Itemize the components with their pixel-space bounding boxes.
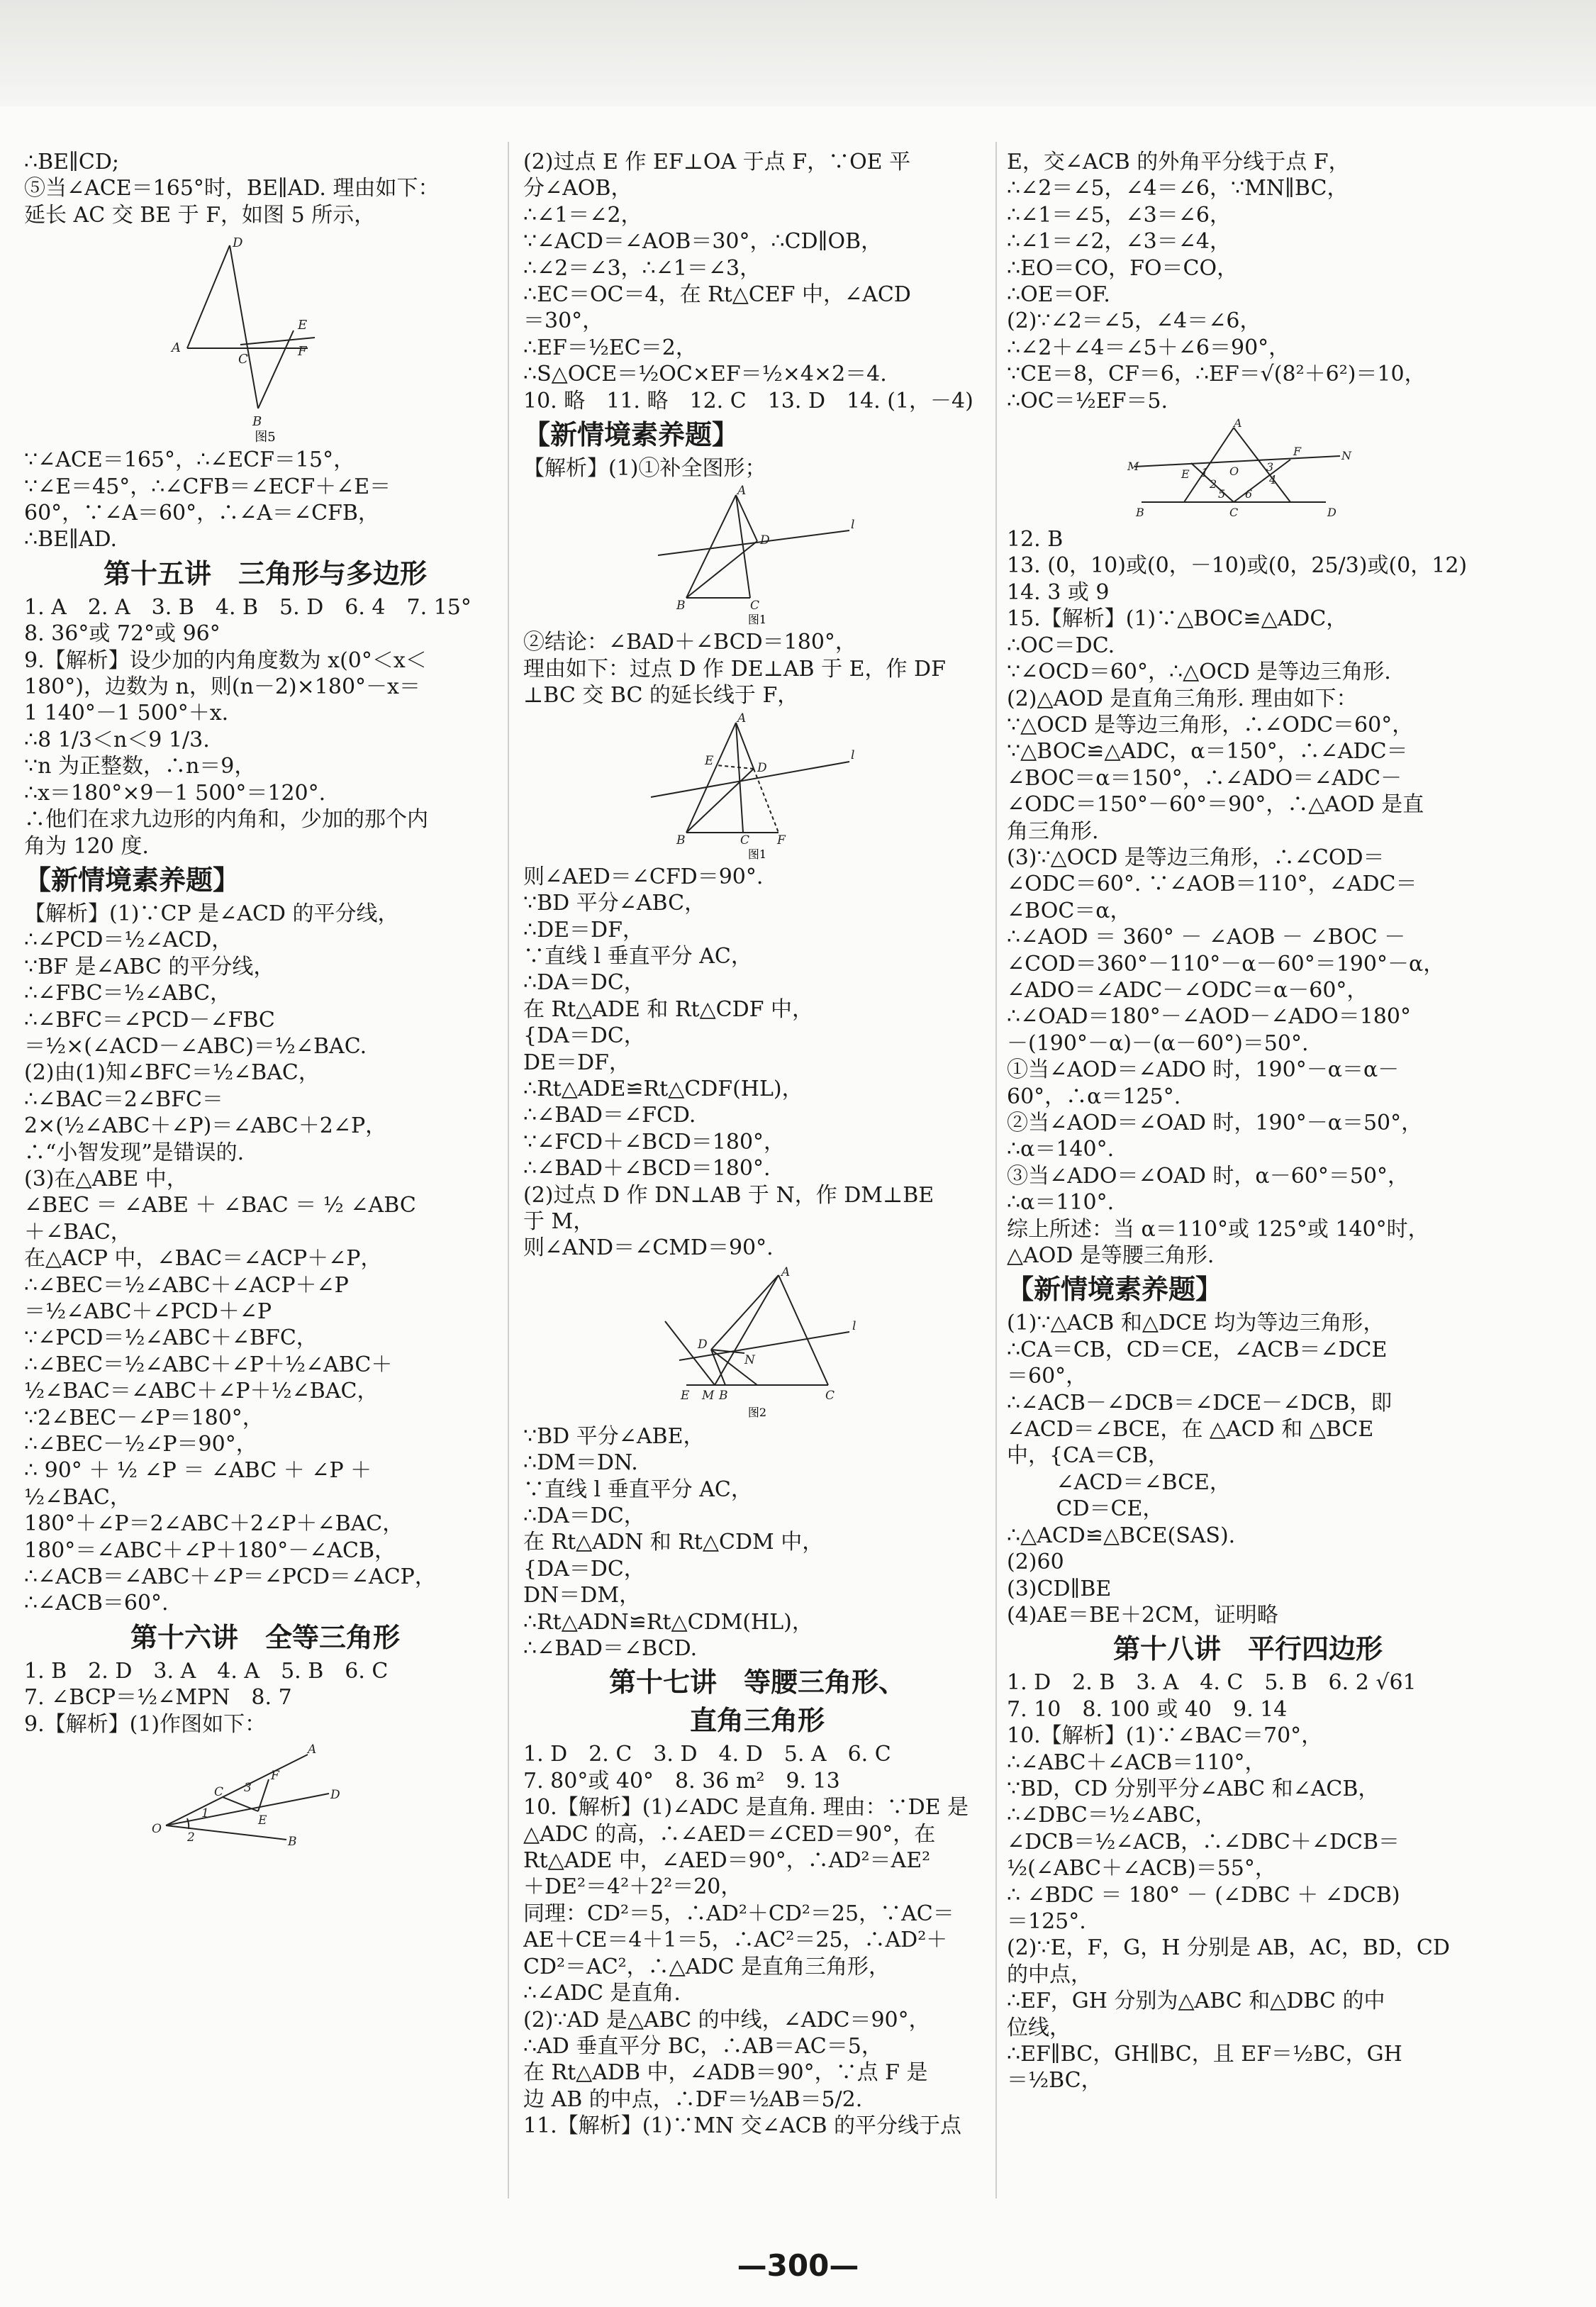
text-line: ∵∠FCD＋∠BCD＝180°， [523, 1129, 786, 1155]
text-line: ∵∠E＝45°，∴∠CFB＝∠ECF＋∠E＝ [24, 474, 391, 499]
text-line: ②结论：∠BAD＋∠BCD＝180°， [523, 630, 856, 655]
fig11-label: C [1229, 506, 1239, 520]
fig11-label: E [1181, 467, 1190, 482]
text-line: ∴∠BAD＋∠BCD＝180°. [523, 1156, 771, 1182]
text-line: ∴∠AOD ＝ 360° － ∠AOB － ∠BOC － [1007, 925, 1406, 950]
text-line: 【解析】(1)∵CP 是∠ACD 的平分线， [24, 901, 399, 926]
text-line: ∴∠BAD＝∠FCD. [523, 1103, 696, 1128]
text-line: (4)AE＝BE＋2CM，证明略 [1007, 1602, 1278, 1628]
column-2 [523, 149, 991, 2140]
text-line: ∴∠2＝∠5，∠4＝∠6，∵MN∥BC， [1007, 176, 1349, 201]
text-line: ∵△OCD 是等边三角形，∴∠ODC＝60°， [1007, 712, 1414, 738]
text-line: 1. A 2. A 3. B 4. B 5. D 6. 4 7. 15° [24, 594, 471, 620]
text-line: {DA＝DC， [523, 1023, 645, 1049]
text-line: ＋DE²＝4²＋2²＝20， [523, 1874, 742, 1900]
fig1a-label: D [760, 533, 770, 548]
text-line: ∴∠BEC－½∠P＝90°， [24, 1432, 257, 1457]
fig1b-label: C [740, 833, 750, 847]
fig1b-label: E [705, 753, 714, 768]
fig11-label: 3 [1266, 460, 1274, 474]
text-line: ∴△ACD≌△BCE(SAS). [1007, 1523, 1236, 1548]
fig11-label: M [1127, 460, 1139, 474]
fig5-label: F [298, 344, 307, 360]
fig1b-label: D [757, 760, 767, 775]
fig11-label: 4 [1269, 473, 1277, 487]
text-line: △AOD 是等腰三角形. [1007, 1243, 1215, 1269]
fig2-label: B [719, 1388, 728, 1403]
fig2-label: E [681, 1388, 690, 1403]
text-line: ∴∠ABC＋∠ACB＝110°， [1007, 1750, 1266, 1775]
fig1b-label: F [777, 833, 786, 847]
heading-new-context: 【新情境素养题】 [24, 864, 240, 896]
text-line: ∴BE∥AD. [24, 527, 118, 552]
text-line: 分∠AOB， [523, 176, 632, 201]
text-line: △ADC 的高，∴∠AED＝∠CED＝90°，在 [523, 1821, 936, 1847]
text-line: E，交∠ACB 的外角平分线于点 F， [1007, 150, 1350, 174]
text-line: ∴∠OAD＝180°－∠AOD－∠ADO＝180° [1007, 1004, 1411, 1030]
text-line: ∴EF∥BC，GH∥BC，且 EF＝½BC，GH [1007, 2042, 1402, 2067]
figure-11 [1127, 417, 1368, 523]
text-line: ∵∠OCD＝60°，∴△OCD 是等边三角形. [1007, 660, 1391, 685]
col3-block-c [1007, 1310, 1489, 1628]
text-line: (3)∵△OCD 是等边三角形，∴∠COD＝ [1007, 845, 1385, 870]
text-line: ∠ODC＝60°. ∵∠AOB＝110°，∠ADC＝ [1007, 872, 1417, 897]
fig9-label: 3 [244, 1781, 252, 1796]
text-line: ∴∠1＝∠5，∠3＝∠6， [1007, 202, 1231, 228]
text-line: ∴∠DBC＝½∠ABC， [1007, 1803, 1217, 1828]
text-line: ∴∠BFC＝∠PCD－∠FBC [24, 1007, 275, 1033]
fig11-label: B [1136, 506, 1144, 520]
text-line: 12. B [1007, 527, 1064, 552]
figure-5 [159, 231, 372, 444]
text-line: ½∠BAC＝∠ABC＋∠P＋½∠BAC， [24, 1379, 379, 1404]
col3-block-d [1007, 1669, 1489, 2094]
text-line: ①当∠AOD＝∠ADO 时，190°－α＝α－ [1007, 1057, 1400, 1083]
text-line: 11.【解析】(1)∵MN 交∠ACB 的平分线于点 [523, 2113, 962, 2139]
heading-lecture-17-sub: 直角三角形 [689, 1705, 825, 1737]
text-line: 综上所述：当 α＝110°或 125°或 140°时， [1007, 1216, 1429, 1242]
text-line: 理由如下：过点 D 作 DE⊥AB 于 E，作 DF [523, 656, 946, 682]
text-line: ∴∠2＝∠3，∴∠1＝∠3， [523, 255, 761, 281]
text-line: ∠ACD＝∠BCE，在 △ACD 和 △BCE [1007, 1417, 1374, 1442]
text-line: 在 Rt△ADE 和 Rt△CDF 中， [523, 996, 814, 1022]
text-line: (1)∵△ACB 和△DCE 均为等边三角形， [1007, 1311, 1385, 1336]
heading-lecture-18: 第十八讲 平行四边形 [1112, 1633, 1383, 1665]
fig5-label: D [233, 235, 243, 251]
heading-lecture-17: 第十七讲 等腰三角形、 [608, 1667, 905, 1699]
text-line: 中，{CA＝CB， [1007, 1443, 1169, 1469]
text-line: ∴DA＝DC， [523, 970, 645, 996]
text-line: ∴EF＝½EC＝2， [523, 335, 697, 360]
page-number: —300— [737, 2248, 859, 2283]
fig9-label: B [288, 1835, 297, 1847]
column-1 [24, 149, 506, 1850]
fig11-label: A [1234, 417, 1242, 430]
text-line: (3)在△ABE 中， [24, 1166, 188, 1191]
text-line: 1. D 2. B 3. A 4. C 5. B 6. 2 √61 [1007, 1670, 1417, 1696]
text-line: 在 Rt△ADB 中，∠ADB＝90°，∵点 F 是 [523, 2060, 928, 2086]
fig9-label: F [271, 1769, 279, 1784]
text-line: ∠ACD＝∠BCE， [1007, 1469, 1231, 1495]
text-line: ∵直线 l 垂直平分 AC， [523, 1477, 752, 1502]
text-line: 8. 36°或 72°或 96° [24, 621, 221, 647]
text-line: ∴∠2＋∠4＝∠5＋∠6＝90°， [1007, 335, 1290, 360]
text-line: ∴∠BEC＝½∠ABC＋∠P＋½∠ABC＋ [24, 1352, 393, 1377]
text-line: ∵BF 是∠ABC 的平分线， [24, 954, 275, 979]
fig11-label: N [1341, 449, 1351, 463]
text-line: DE＝DF， [523, 1050, 630, 1075]
text-line: ∴∠ADC 是直角. [523, 1981, 681, 2006]
figure-1a [644, 484, 871, 626]
heading-lecture-15: 第十五讲 三角形与多边形 [103, 557, 427, 589]
text-line: ∴8 1/3＜n＜9 1/3. [24, 727, 210, 752]
text-line: 于 M， [523, 1208, 595, 1234]
text-line: ∴ 90° ＋ ½ ∠P ＝ ∠ABC ＋ ∠P ＋ [24, 1458, 372, 1484]
text-line: ∴∠BAD＝∠BCD. [523, 1636, 698, 1662]
text-line: ∠BOC＝α， [1007, 898, 1132, 923]
text-line: ∴α＝110°. [1007, 1190, 1115, 1216]
text-line: ∠BEC ＝ ∠ABE ＋ ∠BAC ＝ ½ ∠ABC [24, 1193, 416, 1218]
fig1b-label: l [851, 747, 855, 762]
fig9-label: O [152, 1822, 162, 1837]
text-line: ∴Rt△ADE≌Rt△CDF(HL)， [523, 1076, 803, 1101]
text-line: ½∠BAC， [24, 1484, 131, 1510]
text-line: ∴∠BEC＝½∠ABC＋∠ACP＋∠P [24, 1272, 349, 1298]
text-line: 180°＝∠ABC＋∠P＋180°－∠ACB， [24, 1538, 396, 1563]
text-line: ∴Rt△ADN≌Rt△CDM(HL)， [523, 1609, 813, 1635]
heading-new-context: 【新情境素养题】 [523, 419, 740, 451]
scan-top-band [0, 0, 1596, 106]
text-line: ∴OC＝DC. [1007, 633, 1115, 658]
text-line: ∴DA＝DC， [523, 1503, 645, 1528]
col1-block-a [24, 149, 506, 228]
text-line: ∴∠ACB＝∠ABC＋∠P＝∠PCD＝∠ACP， [24, 1564, 436, 1590]
column-3 [1007, 149, 1489, 2094]
text-line: 边 AB 的中点，∴DF＝½AB＝5/2. [523, 2086, 863, 2112]
col1-block-b [24, 447, 506, 553]
fig9-label: A [308, 1742, 317, 1757]
text-line: ∴DE＝DF， [523, 917, 644, 943]
text-line: ∵∠ACE＝165°，∴∠ECF＝15°， [24, 447, 355, 473]
fig5-label: A [172, 340, 181, 356]
text-line: (2)∵∠2＝∠5，∠4＝∠6， [1007, 308, 1261, 334]
text-line: 10. 略 11. 略 12. C 13. D 14. (1，－4) [523, 388, 973, 413]
text-line: 则∠AED＝∠CFD＝90°. [523, 864, 764, 889]
text-line: 【解析】(1)①补全图形； [523, 456, 766, 482]
fig9-label: C [214, 1785, 224, 1800]
text-line: (2)∵E，F，G，H 分别是 AB，AC，BD，CD [1007, 1935, 1450, 1961]
text-line: ∵直线 l 垂直平分 AC， [523, 943, 752, 969]
text-line: ＋∠BAC， [24, 1219, 132, 1245]
text-line: 10.【解析】(1)∵∠BAC＝70°， [1007, 1723, 1323, 1749]
text-line: ②当∠AOD＝∠OAD 时，190°－α＝50°， [1007, 1111, 1423, 1135]
text-line: (2)过点 D 作 DN⊥AB 于 N，作 DM⊥BE [523, 1182, 934, 1208]
text-line: ∴∠1＝∠2，∠3＝∠4， [1007, 229, 1231, 255]
text-line: ⊥BC 交 BC 的延长线于 F， [523, 683, 799, 708]
text-line: ∴AD 垂直平分 BC，∴AB＝AC＝5， [523, 2033, 883, 2059]
text-line: ∵BD 平分∠ABE， [523, 1423, 705, 1449]
column-divider [508, 142, 509, 2198]
text-line: 7. 80°或 40° 8. 36 m² 9. 13 [523, 1768, 840, 1794]
text-line: ∴∠1＝∠2， [523, 202, 642, 228]
fig11-label: 5 [1218, 487, 1226, 501]
text-line: 延长 AC 交 BE 于 F，如图 5 所示， [24, 202, 376, 228]
text-line: ∴EC＝OC＝4，在 Rt△CEF 中，∠ACD [523, 282, 911, 308]
fig1a-label: A [737, 484, 747, 499]
text-line: (2)由(1)知∠BFC＝½∠BAC， [24, 1060, 320, 1086]
fig9-label: E [258, 1813, 267, 1828]
fig1b-label: B [676, 833, 686, 847]
fig9-label: 2 [187, 1830, 195, 1845]
col2-block-a [523, 149, 991, 414]
text-line: ∴∠FBC＝½∠ABC， [24, 981, 232, 1006]
text-line: 7. 10 8. 100 或 40 9. 14 [1007, 1696, 1288, 1722]
col2-block-d [523, 864, 991, 1262]
fig11-label: 1 [1201, 466, 1209, 480]
text-line: 角为 120 度. [24, 833, 149, 859]
fig5-label: B [252, 414, 262, 430]
text-line: ∵∠ACD＝∠AOB＝30°，∴CD∥OB， [523, 229, 883, 255]
text-line: 60°，∵∠A＝60°，∴∠A＝∠CFB， [24, 501, 379, 526]
text-line: 1. D 2. C 3. D 4. D 5. A 6. C [523, 1742, 891, 1767]
text-line: ∴他们在求九边形的内角和，少加的那个内 [24, 807, 428, 833]
text-line: 10.【解析】(1)∠ADC 是直角. 理由：∵DE 是 [523, 1795, 969, 1820]
fig1a-label: B [676, 599, 686, 613]
text-line: ＝30°， [523, 308, 604, 334]
text-line: ∠COD＝360°－110°－α－60°＝190°－α， [1007, 951, 1445, 977]
text-line: 9.【解析】(1)作图如下： [24, 1711, 267, 1737]
fig2-label: A [781, 1264, 791, 1279]
fig1a-label: C [750, 599, 760, 613]
text-line: ∴“小智发现”是错误的. [24, 1140, 245, 1165]
heading-new-context: 【新情境素养题】 [1007, 1274, 1223, 1306]
fig2-label: D [698, 1337, 708, 1352]
fig11-label: 6 [1245, 487, 1253, 501]
text-line: 60°，∴α＝125°. [1007, 1084, 1181, 1109]
fig2-label: N [744, 1352, 755, 1367]
text-line: DN＝DM， [523, 1583, 641, 1608]
fig1a-label: l [851, 518, 855, 533]
text-line: 15.【解析】(1)∵△BOC≌△ADC， [1007, 606, 1348, 632]
text-line: 13. (0，10)或(0，－10)或(0，25/3)或(0，12) [1007, 553, 1468, 579]
text-line: ∵2∠BEC－∠P＝180°， [24, 1405, 264, 1430]
text-line: (2)过点 E 作 EF⊥OA 于点 F，∵OE 平 [523, 150, 911, 174]
text-line: ＝½∠ABC＋∠PCD＋∠P [24, 1299, 272, 1324]
text-line: 1. B 2. D 3. A 4. A 5. B 6. C [24, 1658, 389, 1684]
text-line: 2×(½∠ABC＋∠P)＝∠ABC＋2∠P， [24, 1113, 387, 1139]
col2-block-e [523, 1423, 991, 1662]
fig2-label: l [852, 1318, 856, 1333]
text-line: ½(∠ABC＋∠ACB)＝55°， [1007, 1856, 1276, 1881]
text-line: ∴OC＝½EF＝5. [1007, 388, 1168, 413]
figure-2 [637, 1264, 878, 1421]
text-line: CD＝CE， [1007, 1496, 1164, 1522]
text-line: 则∠AND＝∠CMD＝90°. [523, 1235, 774, 1261]
col2-block-f [523, 1741, 991, 2139]
text-line: ∴∠ACB＝60°. [24, 1591, 169, 1616]
text-line: ∵BD，CD 分别平分∠ABC 和∠ACB， [1007, 1776, 1380, 1801]
text-line: ∵n 为正整数，∴n＝9， [24, 754, 256, 779]
text-line: ＝½×(∠ACD－∠ABC)＝½∠BAC. [24, 1033, 367, 1059]
text-line: ∴∠ACB－∠DCB＝∠DCE－∠DCB，即 [1007, 1390, 1393, 1416]
text-line: ∵∠PCD＝½∠ABC＋∠BFC， [24, 1325, 318, 1351]
fig2-caption: 图2 [747, 1405, 767, 1419]
col2-block-b [523, 455, 991, 482]
fig11-label: O [1229, 465, 1239, 479]
text-line: 7. ∠BCP＝½∠MPN 8. 7 [24, 1685, 292, 1711]
figure-1b [637, 712, 878, 861]
text-line: 在△ACP 中，∠BAC＝∠ACP＋∠P， [24, 1246, 382, 1272]
fig11-label: 2 [1210, 477, 1217, 491]
text-line: 在 Rt△ADN 和 Rt△CDM 中， [523, 1530, 824, 1555]
text-line: ⑤当∠ACE＝165°时，BE∥AD. 理由如下： [24, 176, 440, 201]
text-line: ＝½BC， [1007, 2068, 1103, 2094]
col1-block-e [24, 1658, 506, 1738]
column-divider [995, 142, 997, 2198]
text-line: ∴∠PCD＝½∠ACD， [24, 928, 233, 953]
text-line: －(190°－α)－(α－60°)＝50°. [1007, 1030, 1309, 1056]
text-line: ∠DCB＝½∠ACB，∴∠DBC＋∠DCB＝ [1007, 1829, 1400, 1855]
fig5-label: E [298, 318, 308, 333]
fig11-label: D [1327, 506, 1336, 520]
text-line: (2)60 [1007, 1550, 1064, 1575]
fig9-label: 1 [201, 1806, 209, 1821]
text-line: ∴x＝180°×9－1 500°＝120°. [24, 780, 326, 806]
fig1a-caption: 图1 [747, 613, 767, 627]
text-line: 9.【解析】设少加的内角度数为 x(0°＜x＜ [24, 647, 427, 673]
heading-lecture-16: 第十六讲 全等三角形 [130, 1621, 400, 1653]
text-line: CD²＝AC²，∴△ADC 是直角三角形， [523, 1954, 890, 1979]
fig1b-label: A [737, 711, 747, 726]
text-line: 1 140°－1 500°＋x. [24, 701, 229, 726]
text-line: (3)CD∥BE [1007, 1576, 1112, 1601]
text-line: ∵CE＝8，CF＝6，∴EF＝√(8²＋6²)＝10， [1007, 362, 1426, 387]
text-line: ∴EF，GH 分别为△ABC 和△DBC 的中 [1007, 1989, 1385, 2014]
text-line: Rt△ADE 中，∠AED＝90°，∴AD²＝AE² [523, 1848, 931, 1874]
fig2-label: C [825, 1388, 835, 1403]
text-line: ∵BD 平分∠ABC， [523, 891, 706, 916]
fig1b-caption: 图1 [747, 847, 767, 861]
text-line: ∴CA＝CB，CD＝CE，∠ACB＝∠DCE [1007, 1337, 1388, 1362]
fig11-label: F [1293, 445, 1302, 459]
text-line: 同理：CD²＝5，∴AD²＋CD²＝25，∵AC＝ [523, 1901, 954, 1926]
col1-block-d [24, 901, 506, 1617]
text-line: ∠ODC＝150°－60°＝90°，∴△AOD 是直 [1007, 792, 1424, 818]
text-line: (2)△AOD 是直角三角形. 理由如下： [1007, 686, 1358, 711]
text-line: 180°)，边数为 n，则(n－2)×180°－x＝ [24, 674, 420, 700]
text-line: ∴DM＝DN. [523, 1450, 638, 1476]
fig9-label: D [330, 1788, 340, 1803]
text-line: 的中点， [1007, 1962, 1092, 1987]
text-line: ∴∠BAC＝2∠BFC＝ [24, 1086, 223, 1112]
text-line: ∴α＝140°. [1007, 1137, 1115, 1162]
text-line: 位线， [1007, 2015, 1071, 2040]
text-line: ∵△BOC≌△ADC，α＝150°，∴∠ADC＝ [1007, 739, 1408, 765]
text-line: ∠BOC＝α＝150°，∴∠ADO＝∠ADC－ [1007, 765, 1402, 791]
text-line: AE＋CE＝4＋1＝5，∴AC²＝25，∴AD²＋ [523, 1928, 948, 1953]
text-line: ＝60°， [1007, 1364, 1088, 1389]
fig5-label: C [238, 352, 248, 367]
figure-9 [145, 1740, 386, 1847]
text-line: ∴EO＝CO，FO＝CO， [1007, 255, 1239, 281]
text-line: ∴BE∥CD; [24, 150, 120, 174]
text-line: 14. 3 或 9 [1007, 579, 1110, 605]
fig2-label: M [702, 1388, 715, 1403]
text-line: 角三角形. [1007, 818, 1099, 844]
text-line: {DA＝DC， [523, 1556, 645, 1581]
text-line: ∠ADO＝∠ADC－∠ODC＝α－60°， [1007, 977, 1368, 1003]
col1-block-c [24, 594, 506, 860]
text-line: 180°＋∠P＝2∠ABC＋2∠P＋∠BAC， [24, 1511, 404, 1537]
text-line: ＝125°. [1007, 1908, 1086, 1934]
text-line: ∴S△OCE＝½OC×EF＝½×4×2＝4. [523, 362, 887, 387]
col3-block-a [1007, 149, 1489, 414]
text-line: (2)∵AD 是△ABC 的中线，∠ADC＝90°， [523, 2007, 930, 2033]
text-line: ∴ ∠BDC ＝ 180° － (∠DBC ＋ ∠DCB) [1007, 1882, 1400, 1908]
fig5-caption: 图5 [255, 430, 276, 445]
text-line: ③当∠ADO＝∠OAD 时，α－60°＝50°， [1007, 1163, 1410, 1189]
text-line: ∴OE＝OF. [1007, 282, 1110, 308]
col2-block-c [523, 629, 991, 708]
col3-block-b [1007, 526, 1489, 1269]
